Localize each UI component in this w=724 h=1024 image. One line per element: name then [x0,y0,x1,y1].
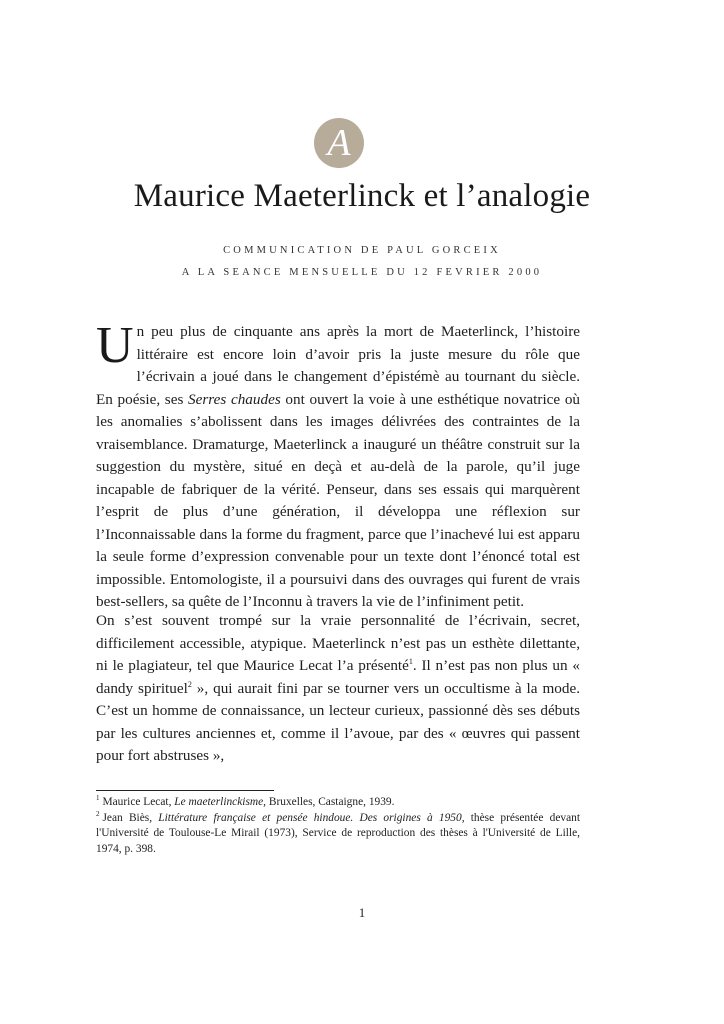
p1-text-b: ont ouvert la voie à une esthétique novatrice où les anomalies s’abolissent dans les images délivrées des contraintes de la vraisemblance. Dramaturge, Maeterlinck a inauguré un théâtre construit sur la suggestion du mystère, situé en deçà et au-delà de la parole, qu’il juge incapable de fabriquer de la vérité. Penseur, dans ses essais qui marquèrent l’esprit de plus d’une génération, il développa une réflexion sur l’Inconnaissable dans la forme du fragment, parce que l’inachevé lui est apparu la seule forme d’expression convenable pour un texte dont l’énoncé total est impossible. Entomologiste, il a poursuivi dans des ouvrages qui furent de vrais best-sellers, sa quête de l’Inconnu à travers la vie de l’infiniment petit. [96,390,581,610]
footnote-1-mark: 1 [96,794,100,803]
footnote-1-italic: Le maeterlinckisme, [174,796,267,808]
footnote-2-text-b: thèse présentée devant l'Université de Toulouse-Le Mirail (1973), Service de reproduction des thèses à l'Université de Lille, 1974, p. 398. [96,811,580,855]
subtitle-seance: A LA SEANCE MENSUELLE DU 12 FEVRIER 2000 [181,267,543,278]
body-paragraph-2 [96,610,580,768]
footnote-1 [96,795,580,811]
logo-letter: A [327,122,351,164]
p2-text-b: . Il n’est pas non plus un « dandy spirituel [96,657,580,697]
footnotes [96,795,580,857]
academy-logo-icon [314,118,364,168]
footnote-2-mark: 2 [96,809,100,818]
footnote-2 [96,811,580,858]
body-paragraph-1 [96,317,581,614]
page-number: 1 [358,905,366,920]
footnote-1-text-b: Bruxelles, Castaigne, 1939. [266,796,395,808]
p1-text-a: n peu plus de cinquante ans après la mort de Maeterlinck, l’histoire littéraire est encore loin d’avoir pris la juste mesure du rôle que l’écrivain a joué dans le changement d’épistémè au tournant du siècle. En poésie, ses [96,323,580,408]
page-title: Maurice Maeterlinck et l’analogie [133,178,591,214]
footnote-divider [96,790,274,791]
footnote-1-text-a: Maurice Lecat, [102,796,175,808]
p1-italic-title: Serres chaudes [188,390,281,408]
subtitle-communication: COMMUNICATION DE PAUL GORCEIX [223,245,501,256]
footnote-2-italic: Littérature française et pensée hindoue. Des origines à 1950, [158,811,465,824]
footnote-ref-1[interactable]: 1 [408,656,413,666]
footnote-2-text-a: Jean Biès, [102,811,159,824]
p2-text-a: On s’est souvent trompé sur la vraie personnalité de l’écrivain, secret, difficilement accessible, atypique. Maeterlinck n’est pas un esthète dilettante, ni le plagiateur, tel que Maurice Lecat l’a présenté [96,612,580,674]
footnote-ref-2[interactable]: 2 [187,679,192,689]
p2-text-c: », qui aurait fini par se tourner vers un occultisme à la mode. C’est un homme de connaissance, un lecteur curieux, passionné dès ses débuts par les cultures anciennes et, comme il l’avoue, par des « œuvres qui passent pour fort abstruses », [96,679,581,764]
drop-cap: U [96,317,134,374]
